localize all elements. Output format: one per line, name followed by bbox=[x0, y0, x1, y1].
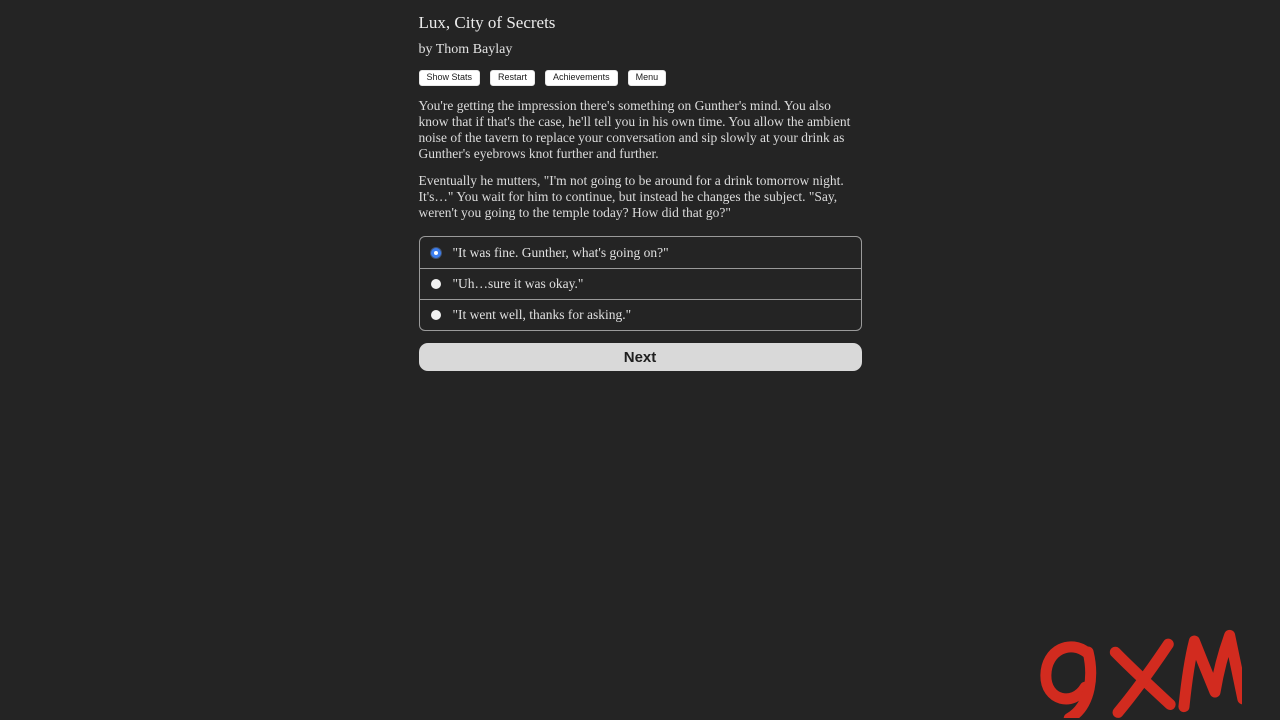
gxm-letter-g-tail bbox=[1064, 652, 1095, 718]
game-toolbar bbox=[419, 70, 862, 86]
story-paragraph: Eventually he mutters, "I'm not going to be around for a drink tomorrow night. It's…" You wait for him to continue, but instead he changes the subject. "Say, weren't you going to the temple today? How did that go?" bbox=[418, 173, 844, 221]
radio-button-icon[interactable] bbox=[431, 248, 441, 258]
choice-option-label: "It was fine. Gunther, what's going on?" bbox=[452, 244, 669, 260]
story-text bbox=[419, 98, 862, 221]
gxm-watermark-logo bbox=[1030, 622, 1242, 718]
restart-button[interactable]: Restart bbox=[490, 70, 535, 86]
choice-option-3[interactable] bbox=[420, 299, 861, 330]
choice-option-2[interactable] bbox=[420, 268, 861, 299]
radio-button-icon[interactable] bbox=[431, 310, 441, 320]
choice-group bbox=[419, 236, 862, 331]
story-column bbox=[419, 0, 862, 371]
gxm-watermark-text bbox=[0, 371, 1, 372]
radio-button-icon[interactable] bbox=[431, 279, 441, 289]
page-title: Lux, City of Secrets bbox=[418, 13, 556, 32]
achievements-button[interactable]: Achievements bbox=[545, 70, 618, 86]
next-button[interactable]: Next bbox=[419, 343, 862, 371]
story-paragraph: You're getting the impression there's something on Gunther's mind. You also know that if that's the case, he'll tell you in his own time. You allow the ambient noise of the tavern to replace your conversation and sip slowly at your drink as Gunther's eyebrows knot further and further. bbox=[418, 98, 851, 162]
choice-option-label: "Uh…sure it was okay." bbox=[452, 276, 584, 292]
gxm-letter-m bbox=[1178, 635, 1242, 707]
author-byline: by Thom Baylay bbox=[418, 42, 513, 58]
choice-option-1[interactable] bbox=[420, 237, 861, 268]
menu-button[interactable]: Menu bbox=[628, 70, 667, 86]
choice-option-label: "It went well, thanks for asking." bbox=[452, 307, 632, 323]
show-stats-button[interactable]: Show Stats bbox=[419, 70, 481, 86]
